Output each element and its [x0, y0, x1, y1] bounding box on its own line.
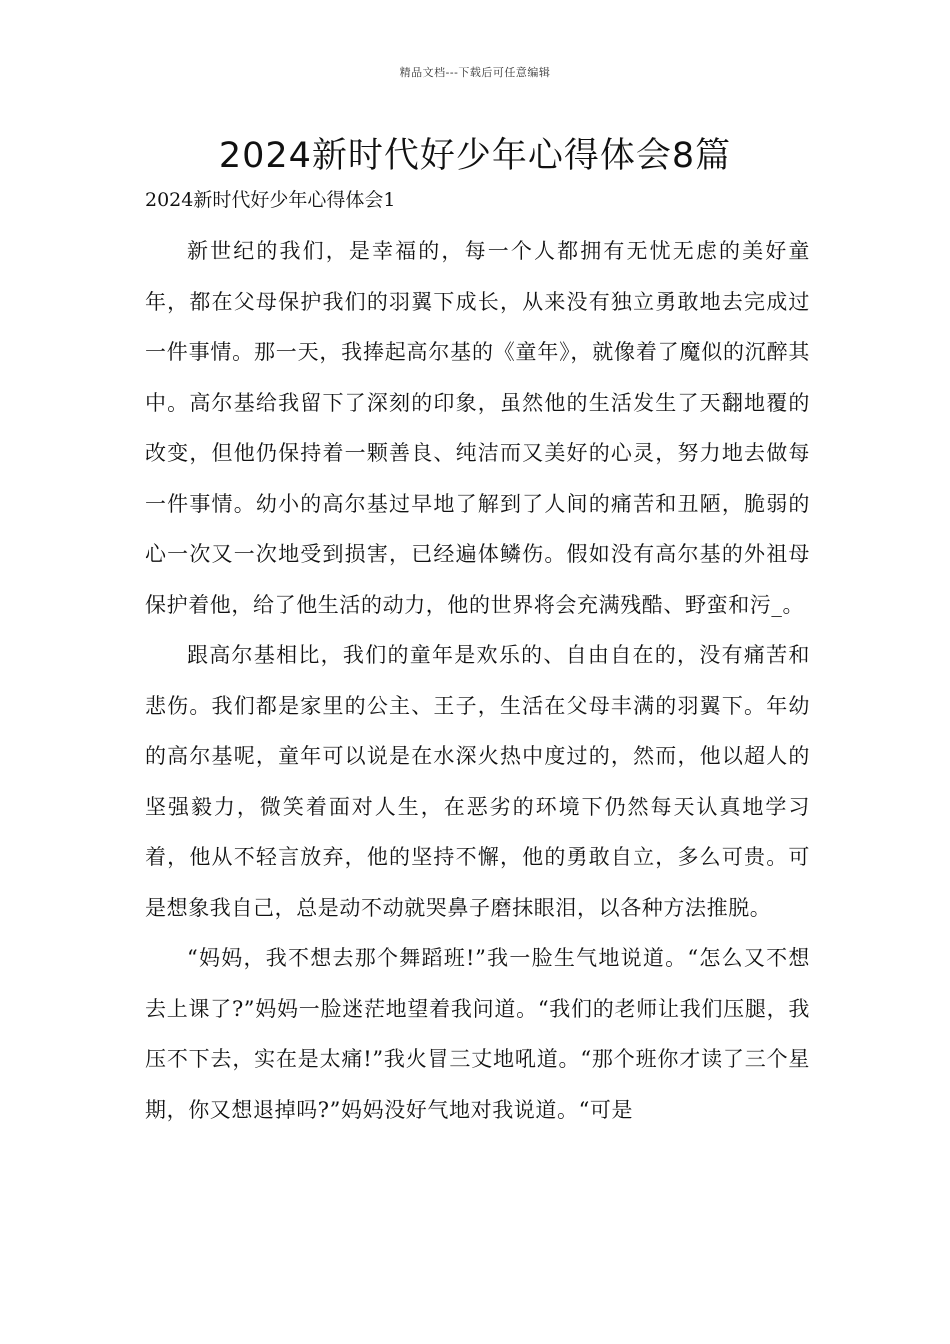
document-body	[145, 226, 810, 1135]
paragraph-1: 新世纪的我们，是幸福的，每一个人都拥有无忧无虑的美好童年，都在父母保护我们的羽翼下成长，从来没有独立勇敢地去完成过一件事情。那一天，我捧起高尔基的《童年》，就像着了魔似的沉醉其中。高尔基给我留下了深刻的印象，虽然他的生活发生了天翻地覆的改变，但他仍保持着一颗善良、纯洁而又美好的心灵，努力地去做每一件事情。幼小的高尔基过早地了解到了人间的痛苦和丑陋，脆弱的心一次又一次地受到损害，已经遍体鳞伤。假如没有高尔基的外祖母保护着他，给了他生活的动力，他的世界将会充满残酷、野蛮和污_。	[145, 239, 810, 617]
paragraph-3: “妈妈，我不想去那个舞蹈班!”我一脸生气地说道。“怎么又不想去上课了?”妈妈一脸迷茫地望着我问道。“我们的老师让我们压腿，我压不下去，实在是太痛!”我火冒三丈地吼道。“那个班你才读了三个星期，你又想退掉吗?”妈妈没好气地对我说道。“可是	[145, 946, 810, 1122]
section-heading: 2024新时代好少年心得体会1	[145, 189, 396, 211]
paragraph-2: 跟高尔基相比，我们的童年是欢乐的、自由自在的，没有痛苦和悲伤。我们都是家里的公主、王子，生活在父母丰满的羽翼下。年幼的高尔基呢，童年可以说是在水深火热中度过的，然而，他以超人的坚强毅力，微笑着面对人生，在恶劣的环境下仍然每天认真地学习着，他从不轻言放弃，他的坚持不懈，他的勇敢自立，多么可贵。可是想象我自己，总是动不动就哭鼻子磨抹眼泪，以各种方法推脱。	[145, 643, 810, 920]
header-note: 精品文档---下载后可任意编辑	[399, 66, 551, 79]
document-title: 2024新时代好少年心得体会8篇	[218, 136, 732, 176]
